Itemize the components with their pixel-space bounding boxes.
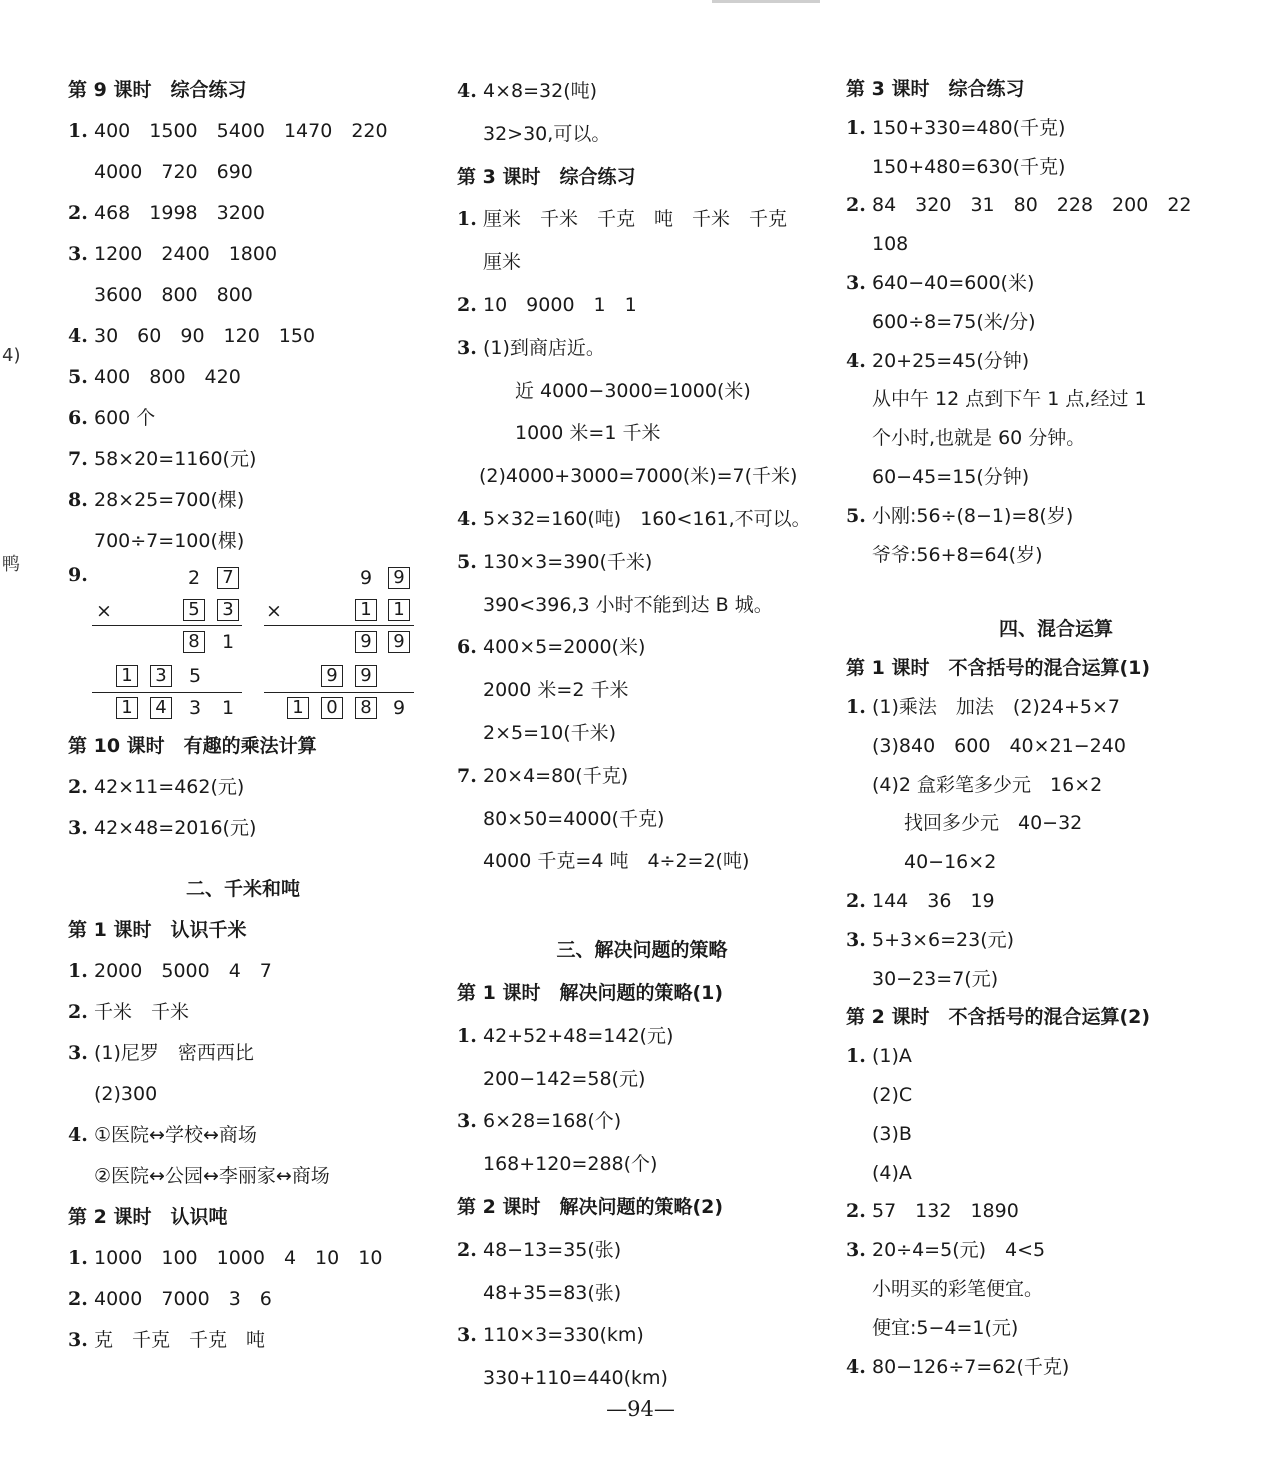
answer-line: 找回多少元 40−32 [904,812,1083,835]
question-number: 2. [68,1001,88,1023]
digit: 9 [392,697,406,719]
page-number: —94— [606,1397,675,1421]
answer-line [68,808,418,849]
answer-line [68,316,418,357]
answer-text: 30 60 90 120 150 [94,325,316,347]
answer-line [68,1033,418,1074]
answer-line [68,111,418,152]
question-number: 4. [846,349,866,372]
answer-text: 1000 100 1000 4 10 10 [94,1247,383,1269]
answer-text: 110×3=330(km) [483,1324,644,1347]
digit-box: 9 [355,631,377,653]
answer-line [457,284,827,327]
answer-line [68,480,418,521]
answer-line: 1000 米=1 千米 [515,422,661,445]
answer-line [68,398,418,439]
question-number: 5. [68,366,88,388]
answer-line [457,755,827,798]
question-number: 5. [457,550,477,573]
question-number: 3. [457,1324,477,1347]
section-title: 第 3 课时 综合练习 [457,165,636,188]
question-number: 3. [68,1042,88,1064]
digit-box: 1 [116,697,138,719]
question-number: 4. [68,1124,88,1146]
answer-line [846,1348,1266,1387]
answer-line: 个小时,也就是 60 分钟。 [872,427,1086,450]
answer-line: 108 [872,233,909,256]
answer-line: 80×50=4000(千克) [483,807,665,830]
edge-fragment: 鸭 [2,554,20,575]
question-number: 1. [68,1247,88,1269]
answer-line [457,498,827,541]
answer-text: 400×5=2000(米) [483,636,646,659]
unit-title: 四、混合运算 [998,618,1113,641]
question-number: 3. [846,928,866,951]
question-number: 1. [457,208,477,231]
answer-line: 700÷7=100(棵) [94,530,245,552]
digit-box: 5 [183,599,205,621]
answer-text: 150+330=480(千克) [872,116,1066,139]
answer-line: 爷爷:56+8=64(岁) [872,543,1043,566]
rule-line [92,692,242,693]
answer-line [68,1279,418,1320]
multiply-sign: × [96,600,112,622]
answer-text: 4000 7000 3 6 [94,1288,272,1310]
answer-line [846,497,1266,536]
answer-line [457,626,827,669]
answer-text: 4×8=32(吨) [483,80,598,102]
unit-title: 二、千米和吨 [185,878,300,900]
answer-text: 6×28=168(个) [483,1110,622,1133]
section-title: 第 10 课时 有趣的乘法计算 [68,735,317,757]
answer-line [457,327,827,370]
digit-box: 9 [355,665,377,687]
answer-line [68,1320,418,1361]
answer-line: 厘米 [483,251,522,274]
question-number: 3. [68,1329,88,1351]
answer-text: (1)乘法 加法 (2)24+5×7 [872,695,1121,718]
top-edge-bar [712,0,820,3]
answer-line [457,1229,827,1272]
question-number: 2. [846,1200,866,1223]
answer-line: ②医院↔公园↔李丽家↔商场 [94,1165,330,1187]
answer-line: 4000 720 690 [94,161,253,183]
answer-text: 2000 5000 4 7 [94,960,272,982]
answer-text: 600 个 [94,407,156,429]
answer-line [846,921,1266,960]
answer-line [457,1314,827,1357]
answer-line: 200−142=58(元) [483,1067,646,1090]
answer-line: 168+120=288(个) [483,1153,658,1176]
question-number: 4. [846,1355,866,1378]
answer-line: 从中午 12 点到下午 1 点,经过 1 [872,388,1147,411]
question-number: 4. [457,507,477,530]
answer-line [68,1238,418,1279]
answer-line: 4000 千克=4 吨 4÷2=2(吨) [483,850,750,873]
question-number: 1. [846,1045,866,1068]
answer-text: 468 1998 3200 [94,202,265,224]
answer-text: 144 36 19 [872,889,995,912]
digit-box: 3 [150,665,172,687]
answer-text: 20÷4=5(元) 4<5 [872,1239,1046,1262]
answer-line [846,1037,1266,1076]
question-number: 3. [68,243,88,265]
answer-text: 400 800 420 [94,366,241,388]
answer-text: 48−13=35(张) [483,1238,622,1261]
question-number: 1. [846,116,866,139]
question-number: 3. [846,271,866,294]
answer-text: 千米 千米 [94,1001,190,1023]
answer-line: 2×5=10(千米) [483,721,617,744]
digit: 5 [188,665,202,687]
question-number: 4. [457,80,477,102]
answer-text: 42×11=462(元) [94,776,245,798]
digit-box: 0 [321,697,343,719]
digit-box: 1 [355,599,377,621]
question-number: 2. [68,1288,88,1310]
answer-line [846,688,1266,727]
answer-line: 近 4000−3000=1000(米) [515,379,751,402]
section-title: 第 2 课时 认识吨 [68,1206,228,1228]
section-title: 第 2 课时 解决问题的策略(2) [457,1195,724,1218]
answer-text: 克 千克 千克 吨 [94,1329,266,1351]
answer-text: 小刚:56÷(8−1)=8(岁) [872,504,1074,527]
answer-line [68,1115,418,1156]
digit-box: 1 [287,697,309,719]
answer-line: (4)2 盒彩笔多少元 16×2 [872,773,1103,796]
section-title: 第 1 课时 认识千米 [68,919,247,941]
answer-text: 130×3=390(千米) [483,550,653,573]
answer-line: 150+480=630(千克) [872,155,1066,178]
question-number: 9. [68,564,88,586]
question-number: 3. [846,1239,866,1262]
answer-line: 330+110=440(km) [483,1367,668,1390]
question-number: 1. [68,120,88,142]
question-number: 6. [68,407,88,429]
answer-text: 400 1500 5400 1470 220 [94,120,388,142]
answer-line: 60−45=15(分钟) [872,465,1030,488]
answer-line [68,357,418,398]
answer-line: (4)A [872,1161,912,1184]
answer-line: (3)B [872,1122,912,1145]
answer-text: 5×32=160(吨) 160<161,不可以。 [483,507,811,530]
answer-text: 80−126÷7=62(千克) [872,1355,1070,1378]
digit-box: 3 [217,599,239,621]
answer-text: 42×48=2016(元) [94,817,257,839]
answer-line [457,70,827,113]
rule-line [264,692,414,693]
question-number: 1. [457,1024,477,1047]
answer-line [457,1015,827,1058]
section-title: 第 1 课时 解决问题的策略(1) [457,981,724,1004]
answer-line [68,234,418,275]
question-number: 1. [846,695,866,718]
answer-line [846,1231,1266,1270]
rule-line [264,625,414,626]
answer-line: 600÷8=75(米/分) [872,310,1036,333]
question-number: 3. [457,1110,477,1133]
edge-fragment: 4) [2,345,21,366]
column-left [68,70,418,1361]
answer-text: (1)尼罗 密西西比 [94,1042,254,1064]
question-number: 3. [457,336,477,359]
answer-line: (2)4000+3000=7000(米)=7(千米) [479,465,798,488]
question-number: 2. [457,1238,477,1261]
question-number: 1. [68,960,88,982]
answer-line: 30−23=7(元) [872,967,999,990]
digit-box: 9 [321,665,343,687]
answer-text: 20+25=45(分钟) [872,349,1030,372]
question-number: 2. [846,889,866,912]
digit: 9 [359,567,373,589]
digit-box: 8 [183,631,205,653]
answer-text: 28×25=700(棵) [94,489,245,511]
answer-line [846,882,1266,921]
question-number: 2. [846,194,866,217]
unit-title: 三、解决问题的策略 [556,939,728,962]
answer-text: 84 320 31 80 228 200 22 [872,194,1192,217]
digit: 1 [221,631,235,653]
question-number: 2. [457,293,477,316]
answer-line [846,264,1266,303]
column-middle [457,70,827,1400]
question-number: 2. [68,776,88,798]
answer-line [68,439,418,480]
answer-line: 便宜:5−4=1(元) [872,1316,1019,1339]
vertical-multiplication [68,562,418,726]
answer-text: 58×20=1160(元) [94,448,257,470]
answer-line: (3)840 600 40×21−240 [872,734,1126,757]
rule-line [92,625,242,626]
answer-line: 3600 800 800 [94,284,253,306]
answer-text: ①医院↔学校↔商场 [94,1124,257,1146]
answer-line [457,1100,827,1143]
digit: 1 [221,697,235,719]
question-number: 7. [457,764,477,787]
answer-line [68,951,418,992]
answer-text: (1)A [872,1045,912,1068]
section-title: 第 9 课时 综合练习 [68,79,247,101]
answer-line: 390<396,3 小时不能到达 B 城。 [483,593,773,616]
digit-box: 9 [388,567,410,589]
answer-line: 40−16×2 [904,851,997,874]
answer-line [457,198,827,241]
answer-text: (1)到商店近。 [483,336,605,359]
question-number: 8. [68,489,88,511]
multiply-sign: × [266,600,282,622]
answer-text: 1200 2400 1800 [94,243,278,265]
answer-line: 32>30,可以。 [483,122,611,145]
answer-text: 640−40=600(米) [872,271,1035,294]
answer-line [68,992,418,1033]
digit-box: 8 [355,697,377,719]
answer-text: 20×4=80(千克) [483,764,629,787]
digit-box: 7 [217,567,239,589]
column-right [846,70,1266,1386]
digit-box: 1 [116,665,138,687]
section-title: 第 1 课时 不含括号的混合运算(1) [846,657,1151,680]
question-number: 6. [457,636,477,659]
answer-line: 2000 米=2 千米 [483,679,629,702]
answer-text: 10 9000 1 1 [483,293,637,316]
answer-text: 厘米 千米 千克 吨 千米 千克 [483,208,788,231]
question-number: 7. [68,448,88,470]
answer-text: 42+52+48=142(元) [483,1024,674,1047]
answer-line [846,342,1266,381]
answer-text: 5+3×6=23(元) [872,928,1015,951]
question-number: 2. [68,202,88,224]
digit: 2 [187,567,201,589]
question-number: 5. [846,504,866,527]
answer-line: (2)300 [94,1083,158,1105]
digit-box: 4 [150,697,172,719]
question-number: 4. [68,325,88,347]
answer-line: 小明买的彩笔便宜。 [872,1277,1044,1300]
answer-line [846,186,1266,225]
answer-text: 57 132 1890 [872,1200,1019,1223]
answer-line [457,541,827,584]
digit-box: 1 [388,599,410,621]
section-title: 第 2 课时 不含括号的混合运算(2) [846,1006,1151,1029]
answer-line [846,1192,1266,1231]
answer-line: 48+35=83(张) [483,1281,622,1304]
digit-box: 9 [388,631,410,653]
answer-line: (2)C [872,1083,913,1106]
question-number: 3. [68,817,88,839]
digit: 3 [188,697,202,719]
answer-line [68,767,418,808]
answer-line [846,109,1266,148]
section-title: 第 3 课时 综合练习 [846,78,1025,100]
answer-line [68,193,418,234]
